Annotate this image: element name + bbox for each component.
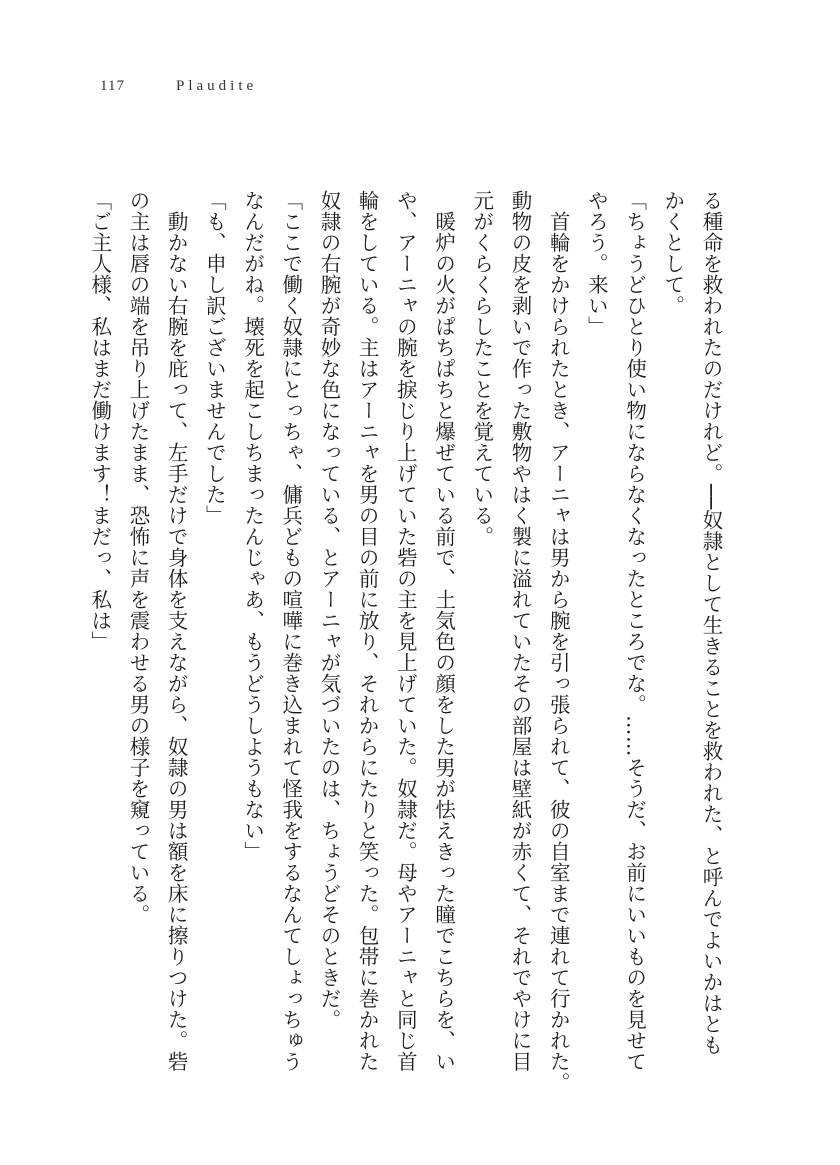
text-line: る種命を救われたのだけれど。──奴隷として生きることを救われた、と呼んでよいかはとも [699, 190, 723, 1056]
text-line: なんだがね。壊死を起こしちまったんじゃあ、もうどうしようもない」 [240, 190, 265, 862]
text-line: 動物の皮を剥いで作った敷物やはく製に溢れていたその部屋は壁紙が赤くて、それでやけに目 [507, 190, 532, 1072]
text-line: の主は唇の端を吊り上げたまま、恐怖に声を震わせる男の様子を窺っている。 [125, 190, 150, 925]
text-line: 元がくらくらしたことを覚えている。 [469, 190, 494, 547]
text-line: 首輪をかけられたとき、アーニャは男から腕を引っ張られて、彼の自室まで連れて行かれた。 [546, 210, 571, 1093]
text-line: 輪をしている。主はアーニャを男の目の前に放り、それからにたりと笑った。包帯に巻かれた [355, 190, 380, 1072]
running-header [100, 78, 257, 95]
book-title: Plaudite [176, 78, 258, 94]
text-line: 「ちょうどひとり使い物にならなくなったところでな。……そうだ、お前にいいものを見せて [622, 190, 647, 1072]
text-line: や、アーニャの腕を捩じり上げていた砦の主を見上げていた。奴隷だ。母やアーニャと同じ首 [393, 190, 418, 1072]
vertical-text-body [81, 190, 730, 1093]
text-line: 奴隷の右腕が奇妙な色になっている、とアーニャが気づいたのは、ちょうどそのときだ。 [316, 190, 341, 1030]
text-line: 「ご主人様、私はまだ働けます！まだっ、私は」 [87, 190, 112, 652]
page-number: 117 [100, 78, 125, 94]
text-line: 暖炉の火がぱちぱちと爆ぜている前で、土気色の顔をした男が怯えきった瞳でこちらを、い [431, 210, 456, 1072]
text-line: 動かない右腕を庇って、左手だけで身体を支えながら、奴隷の男は額を床に擦りつけた。砦 [164, 210, 189, 1072]
text-line: やろう。来い」 [584, 190, 609, 337]
text-line: かくとして。 [660, 190, 685, 316]
text-line: 「も、申し訳ございませんでした」 [202, 190, 227, 526]
text-line: 「ここで働く奴隷にとっちゃ、傭兵どもの喧嘩に巻き込まれて怪我をするなんてしょっちゅう [278, 190, 303, 1072]
